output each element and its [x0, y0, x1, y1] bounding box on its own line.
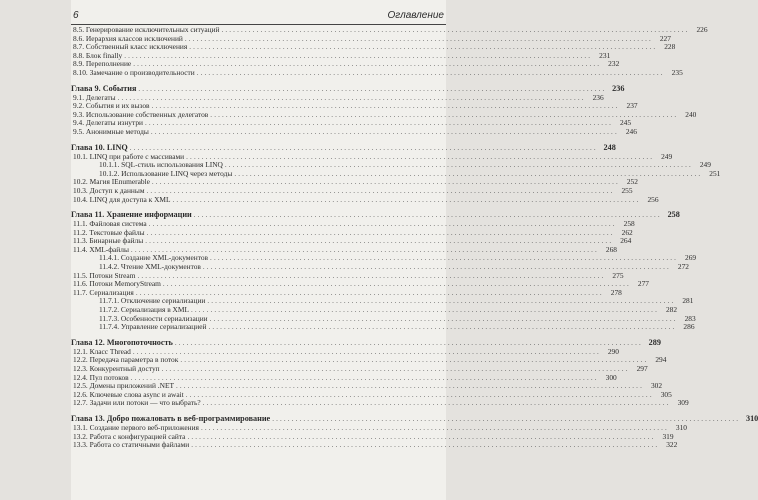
dot-leader: . . . . . . . . . . . . . . . . . . . . . . . . . . . . . . . . . . . . . . . . . . . . . . . . . . . . . . . . . . . . . . . . . . . . . . . . . . . . . . . . . . . . . . . . . . . . . . . . . . . . . . . . . . . . . . . . . . . . . . . .: [132, 347, 599, 356]
dot-leader: . . . . . . . . . . . . . . . . . . . . . . . . . . . . . . . . . . . . . . . . . . . . . . . . . . . . . . . . . . . . . . . . . . . . . . . . . . . . . . . . . . . . . . . . . . . . . . . . . . . . . . . . . . . . . . . . . . . . . . . .: [193, 211, 660, 220]
toc-entry-title: 11.7.4. Управление сериализацией: [99, 322, 207, 332]
dot-leader: . . . . . . . . . . . . . . . . . . . . . . . . . . . . . . . . . . . . . . . . . . . . . . . . . . . . . . . . . . . . . . . . . . . . . . . . . . . . . . . . . . . . . . . . . . . . . . . . . . . . . . . . . . . . . . . . . . . . . . . .: [208, 323, 675, 332]
toc-page-number: 278: [610, 287, 622, 297]
dot-leader: . . . . . . . . . . . . . . . . . . . . . . . . . . . . . . . . . . . . . . . . . . . . . . . . . . . . . . . . . . . . . . . . . . . . . . . . . . . . . . . . . . . . . . . . . . . . . . . . . . . . . . . . . . . . . . . . . . . . . . . .: [129, 143, 596, 152]
toc-entry-title: 8.9. Переполнение: [73, 59, 132, 69]
toc-entry-title: 12.6. Ключевые слова async и await: [73, 389, 184, 399]
running-title: Оглавление: [387, 10, 444, 21]
toc-entry-title: 12.7. Задачи или потоки — что выбрать?: [73, 398, 201, 408]
dot-leader: . . . . . . . . . . . . . . . . . . . . . . . . . . . . . . . . . . . . . . . . . . . . . . . . . . . . . . . . . . . . . . . . . . . . . . . . . . . . . . . . . . . . . . . . . . . . . . . . . . . . . . . . . . . . . . . . . . . . . . . .: [117, 93, 584, 102]
toc-page-number: 251: [709, 168, 721, 178]
toc-page-number: 269: [685, 253, 697, 263]
toc-page-number: 248: [603, 142, 616, 152]
toc-entry-title: 11.1. Файловая система: [73, 219, 147, 229]
toc-entry-title: 10.1. LINQ при работе с массивами: [73, 151, 185, 161]
dot-leader: . . . . . . . . . . . . . . . . . . . . . . . . . . . . . . . . . . . . . . . . . . . . . . . . . . . . . . . . . . . . . . . . . . . . . . . . . . . . . . . . . . . . . . . . . . . . . . . . . . . . . . . . . . . . . . . . . . . . . . . .: [130, 245, 597, 254]
toc-entry-title: 9.3. Использование собственных делегатов: [73, 109, 209, 119]
toc-page-number: 236: [612, 83, 625, 93]
toc-page-number: 231: [599, 50, 611, 60]
toc-page-number: 282: [665, 305, 678, 315]
toc-page-number: 275: [612, 270, 624, 280]
dot-leader: . . . . . . . . . . . . . . . . . . . . . . . . . . . . . . . . . . . . . . . . . . . . . . . . . . . . . . . . . . . . . . . . . . . . . . . . . . . . . . . . . . . . . . . . . . . . . . . . . . . . . . . . . . . . . . . . . . . . . . . .: [210, 110, 677, 119]
toc-entry-title: 8.10. Замечание о производительности: [73, 67, 195, 77]
toc-entry-title: 12.4. Пул потоков: [73, 372, 129, 382]
dot-leader: . . . . . . . . . . . . . . . . . . . . . . . . . . . . . . . . . . . . . . . . . . . . . . . . . . . . . . . . . . . . . . . . . . . . . . . . . . . . . . . . . . . . . . . . . . . . . . . . . . . . . . . . . . . . . . . . . . . . . . . .: [234, 169, 701, 178]
toc-entry-title: Глава 10. LINQ: [71, 142, 128, 152]
toc-page-number: 310: [745, 413, 758, 423]
dot-leader: . . . . . . . . . . . . . . . . . . . . . . . . . . . . . . . . . . . . . . . . . . . . . . . . . . . . . . . . . . . . . . . . . . . . . . . . . . . . . . . . . . . . . . . . . . . . . . . . . . . . . . . . . . . . . . . . . . . . . . . .: [210, 254, 677, 263]
toc-entry-title: 11.3. Бинарные файлы: [73, 236, 144, 246]
toc-page-number: 277: [637, 279, 649, 289]
toc-entry-title: 10.2. Магия IEnumerable: [73, 177, 150, 187]
toc-entry-title: 12.5. Домены приложений .NET: [73, 381, 174, 391]
toc-page-number: 283: [684, 313, 696, 323]
toc-entry-title: 11.4. XML-файлы: [73, 244, 129, 254]
toc-page-number: 228: [664, 42, 676, 52]
toc-page-number: 226: [696, 25, 708, 34]
dot-leader: . . . . . . . . . . . . . . . . . . . . . . . . . . . . . . . . . . . . . . . . . . . . . . . . . . . . . . . . . . . . . . . . . . . . . . . . . . . . . . . . . . . . . . . . . . . . . . . . . . . . . . . . . . . . . . . . . . . . . . . .: [144, 119, 612, 128]
toc-entry-title: 11.4.2. Чтение XML-документов: [99, 262, 201, 272]
dot-leader: . . . . . . . . . . . . . . . . . . . . . . . . . . . . . . . . . . . . . . . . . . . . . . . . . . . . . . . . . . . . . . . . . . . . . . . . . . . . . . . . . . . . . . . . . . . . . . . . . . . . . . . . . . . . . . . . . . . . . . . .: [175, 382, 643, 391]
toc-page-number: 249: [699, 160, 711, 170]
toc-entry-title: 9.1. Делегаты: [73, 92, 116, 102]
toc-entry-title: 10.1.1. SQL-стиль использования LINQ: [99, 160, 223, 170]
toc-entry-title: 9.5. Анонимные методы: [73, 126, 149, 136]
toc-page-number: 281: [682, 296, 694, 306]
dot-leader: . . . . . . . . . . . . . . . . . . . . . . . . . . . . . . . . . . . . . . . . . . . . . . . . . . . . . . . . . . . . . . . . . . . . . . . . . . . . . . . . . . . . . . . . . . . . . . . . . . . . . . . . . . . . . . . . . . . . . . . .: [196, 68, 663, 77]
toc-entry-title: 10.3. Доступ к данным: [73, 185, 145, 195]
toc-entry-title: 13.3. Работа со статичными файлами: [73, 440, 190, 450]
dot-leader: . . . . . . . . . . . . . . . . . . . . . . . . . . . . . . . . . . . . . . . . . . . . . . . . . . . . . . . . . . . . . . . . . . . . . . . . . . . . . . . . . . . . . . . . . . . . . . . . . . . . . . . . . . . . . . . . . . . . . . . .: [186, 152, 653, 161]
book-page: [71, 0, 758, 500]
toc-page-number: 255: [621, 185, 633, 195]
toc-page-number: 240: [685, 109, 697, 119]
toc-entry-title: 11.7. Сериализация: [73, 287, 134, 297]
dot-leader: . . . . . . . . . . . . . . . . . . . . . . . . . . . . . . . . . . . . . . . . . . . . . . . . . . . . . . . . . . . . . . . . . . . . . . . . . . . . . . . . . . . . . . . . . . . . . . . . . . . . . . . . . . . . . . . . . . . . . . . .: [189, 43, 656, 52]
page-number: 6: [73, 10, 79, 21]
dot-leader: . . . . . . . . . . . . . . . . . . . . . . . . . . . . . . . . . . . . . . . . . . . . . . . . . . . . . . . . . . . . . . . . . . . . . . . . . . . . . . . . . . . . . . . . . . . . . . . . . . . . . . . . . . . . . . . . . . . . . . . .: [190, 306, 658, 315]
toc-entry-row[interactable]: [71, 42, 676, 52]
toc-entry-row[interactable]: [71, 194, 659, 205]
toc-chapter-row[interactable]: [71, 83, 625, 94]
dot-leader: . . . . . . . . . . . . . . . . . . . . . . . . . . . . . . . . . . . . . . . . . . . . . . . . . . . . . . . . . . . . . . . . . . . . . . . . . . . . . . . . . . . . . . . . . . . . . . . . . . . . . . . . . . . . . . . . . . . . . . . .: [135, 288, 602, 297]
toc-entry-row[interactable]: [71, 67, 683, 78]
toc-page-number: 290: [607, 346, 619, 356]
toc-page-number: 286: [683, 322, 695, 332]
dot-leader: . . . . . . . . . . . . . . . . . . . . . . . . . . . . . . . . . . . . . . . . . . . . . . . . . . . . . . . . . . . . . . . . . . . . . . . . . . . . . . . . . . . . . . . . . . . . . . . . . . . . . . . . . . . . . . . . . . . . . . . .: [200, 423, 667, 432]
toc-entry-title: 11.7.3. Особенности сериализации: [99, 313, 208, 323]
toc-entry-title: Глава 11. Хранение информации: [71, 210, 192, 220]
toc-entry-title: 13.2. Работа с конфигурацией сайта: [73, 431, 186, 441]
toc-entry-title: 11.6. Потоки MemoryStream: [73, 279, 161, 289]
toc-page-number: 305: [660, 389, 672, 399]
toc-page-number: 252: [626, 177, 638, 187]
dot-leader: . . . . . . . . . . . . . . . . . . . . . . . . . . . . . . . . . . . . . . . . . . . . . . . . . . . . . . . . . . . . . . . . . . . . . . . . . . . . . . . . . . . . . . . . . . . . . . . . . . . . . . . . . . . . . . . . . . . . . . . .: [191, 441, 658, 450]
dot-leader: . . . . . . . . . . . . . . . . . . . . . . . . . . . . . . . . . . . . . . . . . . . . . . . . . . . . . . . . . . . . . . . . . . . . . . . . . . . . . . . . . . . . . . . . . . . . . . . . . . . . . . . . . . . . . . . . . . . . . . . .: [209, 314, 676, 323]
toc-entry-title: 11.2. Текстовые файлы: [73, 227, 145, 237]
dot-leader: . . . . . . . . . . . . . . . . . . . . . . . . . . . . . . . . . . . . . . . . . . . . . . . . . . . . . . . . . . . . . . . . . . . . . . . . . . . . . . . . . . . . . . . . . . . . . . . . . . . . . . . . . . . . . . . . . . . . . . . .: [130, 373, 597, 382]
toc-page-number: 297: [636, 364, 648, 373]
dot-leader: . . . . . . . . . . . . . . . . . . . . . . . . . . . . . . . . . . . . . . . . . . . . . . . . . . . . . . . . . . . . . . . . . . . . . . . . . . . . . . . . . . . . . . . . . . . . . . . . . . . . . . . . . . . . . . . . . . . . . . . .: [161, 365, 628, 373]
toc-page-number: 310: [675, 422, 687, 432]
dot-leader: . . . . . . . . . . . . . . . . . . . . . . . . . . . . . . . . . . . . . . . . . . . . . . . . . . . . . . . . . . . . . . . . . . . . . . . . . . . . . . . . . . . . . . . . . . . . . . . . . . . . . . . . . . . . . . . . . . . . . . . .: [180, 356, 647, 365]
dot-leader: . . . . . . . . . . . . . . . . . . . . . . . . . . . . . . . . . . . . . . . . . . . . . . . . . . . . . . . . . . . . . . . . . . . . . . . . . . . . . . . . . . . . . . . . . . . . . . . . . . . . . . . . . . . . . . . . . . . . . . . .: [133, 60, 600, 69]
toc-entry-title: Глава 13. Добро пожаловать в веб-программирование: [71, 413, 271, 423]
toc-page-number: 268: [605, 244, 617, 254]
toc-page-number: 235: [671, 67, 683, 77]
toc-entry-title: 12.1. Класс Thread: [73, 346, 131, 356]
toc-entry-title: 11.7.2. Сериализация в XML: [99, 305, 189, 315]
dot-leader: . . . . . . . . . . . . . . . . . . . . . . . . . . . . . . . . . . . . . . . . . . . . . . . . . . . . . . . . . . . . . . . . . . . . . . . . . . . . . . . . . . . . . . . . . . . . . . . . . . . . . . . . . . . . . . . . . . . . . . . .: [184, 34, 651, 43]
toc-entry-title: 8.5. Генерирование исключительных ситуаций: [73, 25, 220, 34]
toc-page-number: 245: [619, 118, 632, 128]
dot-leader: . . . . . . . . . . . . . . . . . . . . . . . . . . . . . . . . . . . . . . . . . . . . . . . . . . . . . . . . . . . . . . . . . . . . . . . . . . . . . . . . . . . . . . . . . . . . . . . . . . . . . . . . . . . . . . . . . . . . . . . .: [138, 84, 605, 93]
toc-page-number: 289: [648, 337, 661, 347]
dot-leader: . . . . . . . . . . . . . . . . . . . . . . . . . . . . . . . . . . . . . . . . . . . . . . . . . . . . . . . . . . . . . . . . . . . . . . . . . . . . . . . . . . . . . . . . . . . . . . . . . . . . . . . . . . . . . . . . . . . . . . . .: [146, 228, 613, 237]
dot-leader: . . . . . . . . . . . . . . . . . . . . . . . . . . . . . . . . . . . . . . . . . . . . . . . . . . . . . . . . . . . . . . . . . . . . . . . . . . . . . . . . . . . . . . . . . . . . . . . . . . . . . . . . . . . . . . . . . . . . . . . .: [151, 102, 618, 111]
toc-page-number: 256: [647, 194, 659, 204]
toc-entry-title: 12.3. Конкурентный доступ: [73, 364, 160, 373]
toc-entry-title: 13.1. Создание первого веб-приложения: [73, 422, 199, 432]
dot-leader: . . . . . . . . . . . . . . . . . . . . . . . . . . . . . . . . . . . . . . . . . . . . . . . . . . . . . . . . . . . . . . . . . . . . . . . . . . . . . . . . . . . . . . . . . . . . . . . . . . . . . . . . . . . . . . . . . . . . . . . .: [124, 51, 591, 60]
dot-leader: . . . . . . . . . . . . . . . . . . . . . . . . . . . . . . . . . . . . . . . . . . . . . . . . . . . . . . . . . . . . . . . . . . . . . . . . . . . . . . . . . . . . . . . . . . . . . . . . . . . . . . . . . . . . . . . . . . . . . . . .: [221, 26, 688, 34]
table-of-contents: [71, 25, 758, 450]
dot-leader: . . . . . . . . . . . . . . . . . . . . . . . . . . . . . . . . . . . . . . . . . . . . . . . . . . . . . . . . . . . . . . . . . . . . . . . . . . . . . . . . . . . . . . . . . . . . . . . . . . . . . . . . . . . . . . . . . . . . . . . .: [174, 338, 641, 347]
toc-entry-title: 8.8. Блок finally: [73, 50, 123, 60]
toc-entry-title: Глава 9. События: [71, 83, 137, 93]
toc-page-number: 258: [667, 210, 680, 220]
toc-entry-title: 8.7. Собственный класс исключения: [73, 42, 188, 52]
dot-leader: . . . . . . . . . . . . . . . . . . . . . . . . . . . . . . . . . . . . . . . . . . . . . . . . . . . . . . . . . . . . . . . . . . . . . . . . . . . . . . . . . . . . . . . . . . . . . . . . . . . . . . . . . . . . . . . . . . . . . . . .: [187, 432, 654, 441]
toc-entry-title: 11.4.1. Создание XML-документов: [99, 253, 209, 263]
dot-leader: . . . . . . . . . . . . . . . . . . . . . . . . . . . . . . . . . . . . . . . . . . . . . . . . . . . . . . . . . . . . . . . . . . . . . . . . . . . . . . . . . . . . . . . . . . . . . . . . . . . . . . . . . . . . . . . . . . . . . . . .: [162, 280, 629, 289]
toc-entry-title: 12.2. Передача параметра в поток: [73, 355, 179, 365]
toc-page-number: 309: [677, 398, 689, 408]
toc-page-number: 237: [626, 101, 638, 111]
toc-entry-row[interactable]: [71, 440, 678, 450]
dot-leader: . . . . . . . . . . . . . . . . . . . . . . . . . . . . . . . . . . . . . . . . . . . . . . . . . . . . . . . . . . . . . . . . . . . . . . . . . . . . . . . . . . . . . . . . . . . . . . . . . . . . . . . . . . . . . . . . . . . . . . . .: [202, 399, 669, 408]
toc-page-number: 322: [666, 440, 678, 450]
toc-page-number: 236: [592, 92, 604, 102]
toc-page-number: 302: [650, 381, 663, 391]
toc-page-number: 246: [625, 126, 637, 136]
toc-entry-title: 9.4. Делегаты изнутри: [73, 118, 143, 128]
dot-leader: . . . . . . . . . . . . . . . . . . . . . . . . . . . . . . . . . . . . . . . . . . . . . . . . . . . . . . . . . . . . . . . . . . . . . . . . . . . . . . . . . . . . . . . . . . . . . . . . . . . . . . . . . . . . . . . . . . . . . . . .: [151, 178, 618, 187]
toc-entry-row[interactable]: [71, 398, 689, 408]
toc-entry-title: 11.5. Потоки Stream: [73, 270, 136, 280]
dot-leader: . . . . . . . . . . . . . . . . . . . . . . . . . . . . . . . . . . . . . . . . . . . . . . . . . . . . . . . . . . . . . . . . . . . . . . . . . . . . . . . . . . . . . . . . . . . . . . . . . . . . . . . . . . . . . . . . . . . . . . . .: [224, 161, 691, 170]
toc-page-number: 300: [605, 372, 617, 382]
toc-entry-title: 10.1.2. Использование LINQ через методы: [99, 168, 233, 178]
dot-leader: . . . . . . . . . . . . . . . . . . . . . . . . . . . . . . . . . . . . . . . . . . . . . . . . . . . . . . . . . . . . . . . . . . . . . . . . . . . . . . . . . . . . . . . . . . . . . . . . . . . . . . . . . . . . . . . . . . . . . . . .: [172, 195, 639, 204]
toc-page-number: 232: [608, 59, 620, 69]
toc-page-number: 272: [677, 262, 689, 272]
page-header: [71, 10, 446, 25]
dot-leader: . . . . . . . . . . . . . . . . . . . . . . . . . . . . . . . . . . . . . . . . . . . . . . . . . . . . . . . . . . . . . . . . . . . . . . . . . . . . . . . . . . . . . . . . . . . . . . . . . . . . . . . . . . . . . . . . . . . . . . . .: [137, 271, 604, 280]
toc-page-number: 294: [655, 355, 667, 365]
toc-page-number: 319: [662, 431, 674, 441]
toc-entry-title: 9.2. События и их вызов: [73, 101, 150, 111]
dot-leader: . . . . . . . . . . . . . . . . . . . . . . . . . . . . . . . . . . . . . . . . . . . . . . . . . . . . . . . . . . . . . . . . . . . . . . . . . . . . . . . . . . . . . . . . . . . . . . . . . . . . . . . . . . . . . . . . . . . . . . . .: [185, 390, 652, 399]
toc-entry-title: Глава 12. Многопоточность: [71, 337, 173, 347]
toc-entry-title: 10.4. LINQ для доступа к XML: [73, 194, 171, 204]
toc-entry-title: 11.7.1. Отключение сериализации: [99, 296, 206, 306]
dot-leader: . . . . . . . . . . . . . . . . . . . . . . . . . . . . . . . . . . . . . . . . . . . . . . . . . . . . . . . . . . . . . . . . . . . . . . . . . . . . . . . . . . . . . . . . . . . . . . . . . . . . . . . . . . . . . . . . . . . . . . . .: [207, 297, 674, 306]
dot-leader: . . . . . . . . . . . . . . . . . . . . . . . . . . . . . . . . . . . . . . . . . . . . . . . . . . . . . . . . . . . . . . . . . . . . . . . . . . . . . . . . . . . . . . . . . . . . . . . . . . . . . . . . . . . . . . . . . . . . . . . .: [145, 237, 612, 246]
toc-entry-row[interactable]: [71, 126, 637, 137]
toc-page-number: 258: [623, 219, 635, 229]
dot-leader: . . . . . . . . . . . . . . . . . . . . . . . . . . . . . . . . . . . . . . . . . . . . . . . . . . . . . . . . . . . . . . . . . . . . . . . . . . . . . . . . . . . . . . . . . . . . . . . . . . . . . . . . . . . . . . . . . . . . . . . .: [148, 220, 615, 229]
dot-leader: . . . . . . . . . . . . . . . . . . . . . . . . . . . . . . . . . . . . . . . . . . . . . . . . . . . . . . . . . . . . . . . . . . . . . . . . . . . . . . . . . . . . . . . . . . . . . . . . . . . . . . . . . . . . . . . . . . . . . . . .: [150, 127, 617, 136]
dot-leader: . . . . . . . . . . . . . . . . . . . . . . . . . . . . . . . . . . . . . . . . . . . . . . . . . . . . . . . . . . . . . . . . . . . . . . . . . . . . . . . . . . . . . . . . . . . . . . . . . . . . . . . . . . . . . . . . . . . . . . . .: [272, 414, 739, 423]
dot-leader: . . . . . . . . . . . . . . . . . . . . . . . . . . . . . . . . . . . . . . . . . . . . . . . . . . . . . . . . . . . . . . . . . . . . . . . . . . . . . . . . . . . . . . . . . . . . . . . . . . . . . . . . . . . . . . . . . . . . . . . .: [202, 263, 669, 272]
dot-leader: . . . . . . . . . . . . . . . . . . . . . . . . . . . . . . . . . . . . . . . . . . . . . . . . . . . . . . . . . . . . . . . . . . . . . . . . . . . . . . . . . . . . . . . . . . . . . . . . . . . . . . . . . . . . . . . . . . . . . . . .: [146, 186, 613, 195]
toc-page-number: 264: [620, 236, 632, 246]
toc-entry-title: 8.6. Иерархия классов исключений: [73, 33, 183, 43]
toc-entry-row[interactable]: [71, 322, 695, 332]
toc-page-number: 262: [621, 227, 633, 237]
toc-page-number: 227: [659, 33, 671, 43]
toc-page-number: 249: [661, 151, 673, 161]
